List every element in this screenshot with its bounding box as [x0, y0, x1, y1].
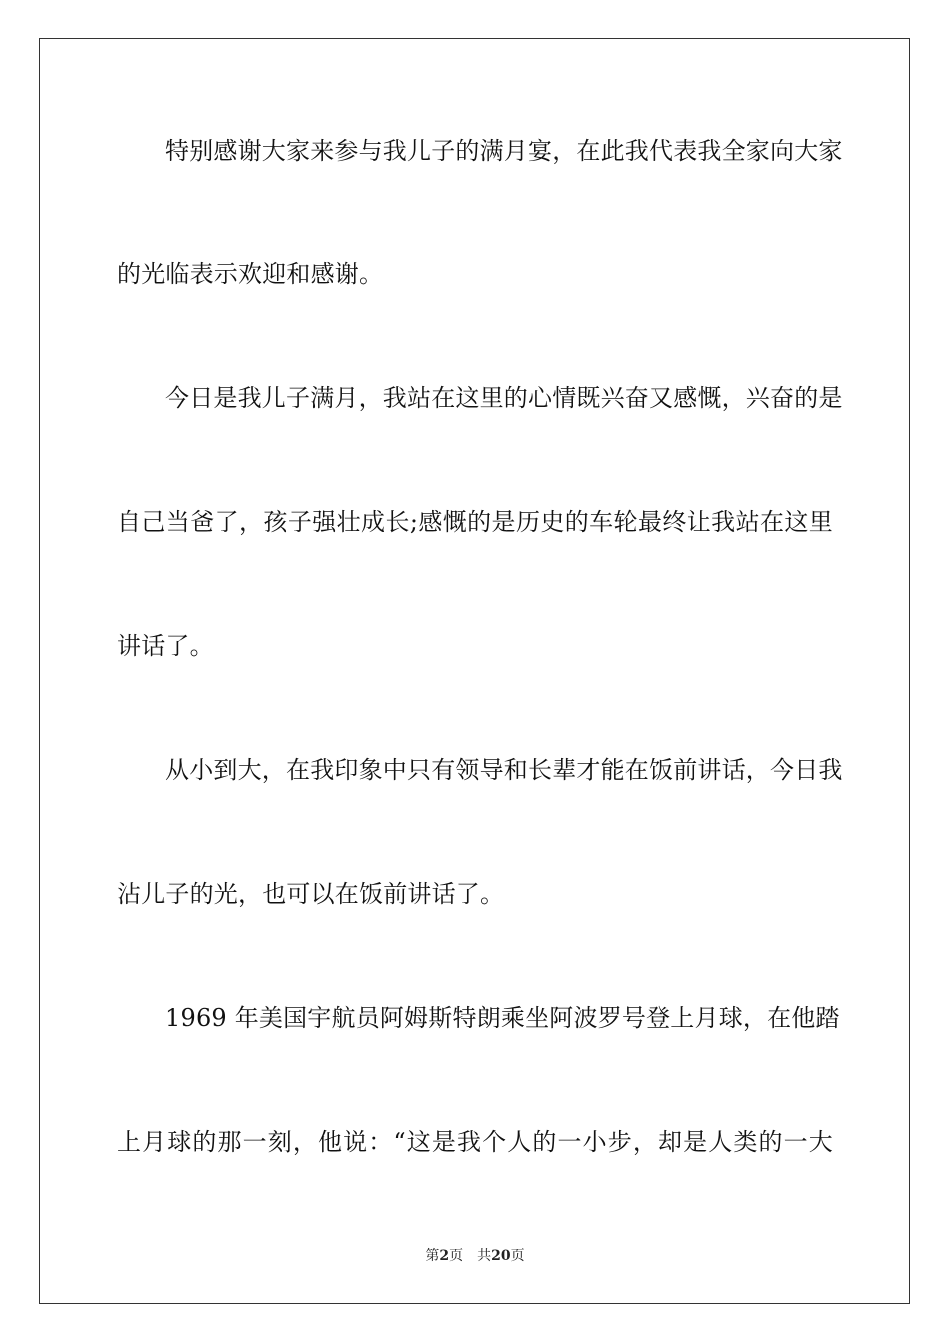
- total-page-number: 20: [491, 1248, 511, 1264]
- paragraph-line-6: 从小到大，在我印象中只有领导和长辈才能在饭前讲话，今日我: [165, 756, 843, 784]
- paragraph-line-9: 上月球的那一刻，他说：“这是我个人的一小步，却是人类的一大: [117, 1128, 833, 1156]
- page-footer: [0, 1247, 950, 1265]
- paragraph-line-1: 特别感谢大家来参与我儿子的满月宴，在此我代表我全家向大家: [165, 137, 843, 165]
- paragraph-line-3: 今日是我儿子满月，我站在这里的心情既兴奋又感慨，兴奋的是: [165, 384, 843, 412]
- page-prefix: 第: [425, 1248, 440, 1264]
- current-page-number: 2: [439, 1248, 450, 1264]
- paragraph-line-7: 沾儿子的光，也可以在饭前讲话了。: [117, 880, 505, 908]
- page-suffix: 页: [449, 1248, 464, 1264]
- paragraph-line-8: 1969 年美国宇航员阿姆斯特朗乘坐阿波罗号登上月球，在他踏: [165, 1004, 840, 1032]
- total-suffix: 页: [510, 1248, 525, 1264]
- page-border: [39, 38, 910, 1304]
- paragraph-line-2: 的光临表示欢迎和感谢。: [117, 260, 384, 288]
- total-prefix: 共: [477, 1248, 492, 1264]
- paragraph-line-4: 自己当爸了，孩子强壮成长;感慨的是历史的车轮最终让我站在这里: [117, 508, 833, 536]
- paragraph-line-5: 讲话了。: [117, 632, 214, 660]
